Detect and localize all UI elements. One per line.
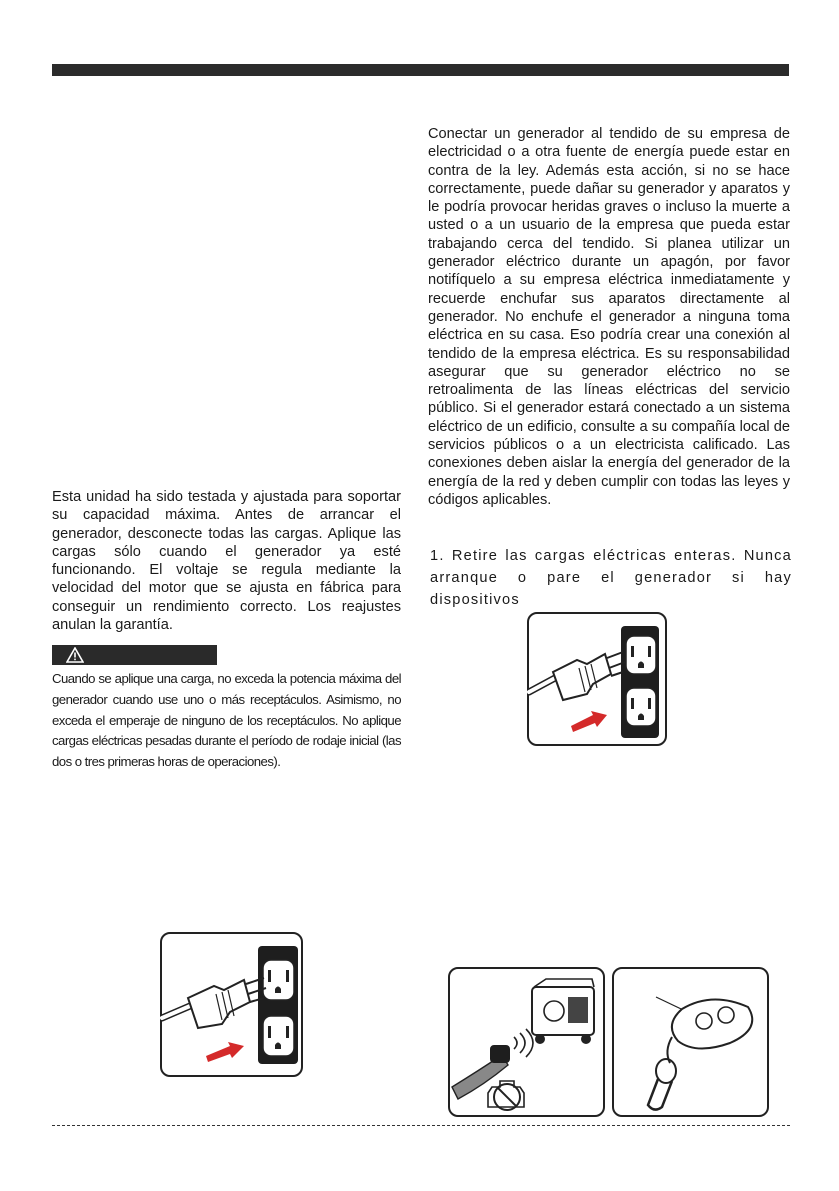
header-bar (52, 64, 789, 76)
step-1-text: 1. Retire las cargas eléctricas enteras. Nunca arranque o pare el generador si hay dispositivos (430, 548, 792, 608)
grid-connection-paragraph: Conectar un generador al tendido de su empresa de electricidad o a otra fuente de energía puede estar en contra de la ley. Además esta acción, si no se hace correctamente, puede dañar su generador y aparatos y le podría provocar heridas graves o incluso la muerte a usted o a un usuario de la empresa que pueda estar trabajando cerca del tendido. Si planea utilizar un generador eléctrico durante un apagón, por favor notifíquelo a su empresa eléctrica inmediatamente y recuerde enchufar sus aparatos directamente al generador. No enchufe el generador a ninguna toma eléctrica en su casa. Eso podría crear una conexión al tendido de la empresa eléctrica. Es su responsabilidad asegurar que su generador eléctrico no se retroalimenta de las líneas eléctricas del servicio público. Si el generador estará conectado a un sistema eléctrico de un edificio, consulte a su compañía local de servicios públicos o a un electricista calificado. Las conexiones deben aislar la energía del generador de la energía de la red y deben cumplir con todas las leyes y códigos aplicables. (428, 126, 790, 508)
key-fob-figure (612, 967, 769, 1117)
warning-paragraph: Cuando se aplique una carga, no exceda la potencia máxima del generador cuando use uno o más receptáculos. Asimismo, no exceda el emperaje de ninguno de los receptáculos. No aplique cargas eléctricas pesadas durante el período de rodaje inicial (las dos o tres primeras horas de operaciones). (52, 671, 401, 770)
plug-in-figure (160, 932, 303, 1077)
warning-triangle-icon (66, 647, 84, 663)
unplug-figure (527, 612, 667, 746)
warning-badge (52, 645, 217, 665)
remote-start-figure (448, 967, 605, 1117)
footer-divider (52, 1125, 790, 1126)
load-application-paragraph: Esta unidad ha sido testada y ajustada para soportar su capacidad máxima. Antes de arrancar el generador, desconecte todas las cargas. Aplique las cargas sólo cuando el generador ya esté funcionando. El voltaje se regula mediante la velocidad del motor que se ajusta en fábrica para conseguir un rendimiento correcto. Los reajustes anulan la garantía. (52, 489, 401, 634)
